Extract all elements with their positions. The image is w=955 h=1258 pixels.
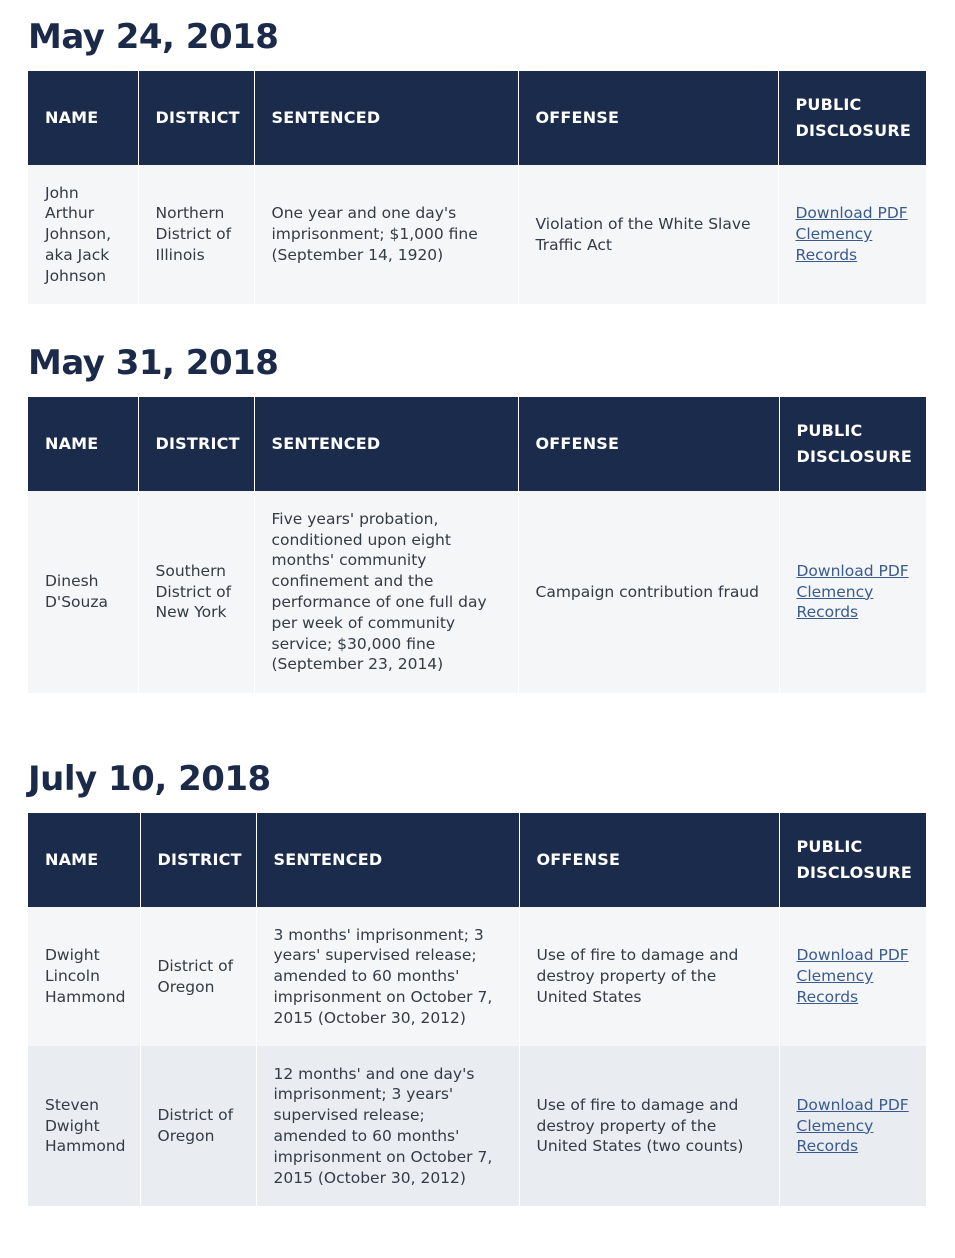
- column-header-public-disclosure: PUBLIC DISCLOSURE: [779, 813, 926, 907]
- cell-public-disclosure: [779, 907, 926, 1046]
- table-header-row: [28, 71, 926, 165]
- cell-name: John Arthur Johnson, aka Jack Johnson: [28, 165, 138, 304]
- column-header-sentenced: SENTENCED: [254, 397, 518, 491]
- cell-sentenced: 3 months' imprisonment; 3 years' supervised release; amended to 60 months' imprisonment on October 7, 2015 (October 30, 2012): [256, 907, 519, 1046]
- cell-name: Steven Dwight Hammond: [28, 1046, 140, 1206]
- clemency-link[interactable]: Clemency: [795, 225, 873, 244]
- column-header-public-disclosure: PUBLIC DISCLOSURE: [779, 397, 926, 491]
- clemency-table: [28, 813, 926, 1206]
- cell-district: Southern District of New York: [138, 491, 254, 693]
- column-header-sentenced: SENTENCED: [254, 71, 518, 165]
- column-header-name: NAME: [28, 813, 140, 907]
- section-date-heading: May 31, 2018: [28, 343, 279, 383]
- column-header-sentenced: SENTENCED: [256, 813, 519, 907]
- cell-offense: Violation of the White Slave Traffic Act: [518, 165, 778, 304]
- column-header-name: NAME: [28, 71, 138, 165]
- table-row: [28, 1046, 926, 1206]
- table-row: [28, 165, 926, 304]
- column-header-offense: OFFENSE: [518, 397, 779, 491]
- records-link[interactable]: Records: [795, 245, 858, 264]
- records-link[interactable]: Records: [796, 987, 859, 1006]
- cell-sentenced: Five years' probation, conditioned upon eight months' community confinement and the performance of one full day per week of community service; $30,000 fine (September 23, 2014): [254, 491, 518, 693]
- table-header-row: [28, 397, 926, 491]
- table-row: [28, 491, 926, 693]
- download-pdf-link[interactable]: Download PDF: [796, 561, 909, 580]
- clemency-table: [28, 397, 926, 693]
- cell-public-disclosure: [779, 491, 926, 693]
- download-pdf-link[interactable]: Download PDF: [795, 204, 908, 223]
- cell-district: District of Oregon: [140, 907, 256, 1046]
- cell-offense: Campaign contribution fraud: [518, 491, 779, 693]
- cell-public-disclosure: [779, 1046, 926, 1206]
- column-header-offense: OFFENSE: [519, 813, 779, 907]
- records-link[interactable]: Records: [796, 603, 859, 622]
- clemency-table: [28, 71, 926, 304]
- column-header-district: DISTRICT: [138, 397, 254, 491]
- cell-offense: Use of fire to damage and destroy property of the United States (two counts): [519, 1046, 779, 1206]
- section-date-heading: May 24, 2018: [28, 17, 279, 57]
- column-header-district: DISTRICT: [140, 813, 256, 907]
- table-header-row: [28, 813, 926, 907]
- cell-name: Dwight Lincoln Hammond: [28, 907, 140, 1046]
- clemency-link[interactable]: Clemency: [796, 967, 874, 986]
- records-link[interactable]: Records: [796, 1137, 859, 1156]
- clemency-link[interactable]: Clemency: [796, 582, 874, 601]
- cell-sentenced: 12 months' and one day's imprisonment; 3 years' supervised release; amended to 60 months' imprisonment on October 7, 2015 (October 30, 2012): [256, 1046, 519, 1206]
- column-header-district: DISTRICT: [138, 71, 254, 165]
- table-row: [28, 907, 926, 1046]
- column-header-offense: OFFENSE: [518, 71, 778, 165]
- cell-sentenced: One year and one day's imprisonment; $1,000 fine (September 14, 1920): [254, 165, 518, 304]
- cell-district: District of Oregon: [140, 1046, 256, 1206]
- section-date-heading: July 10, 2018: [28, 759, 271, 799]
- download-pdf-link[interactable]: Download PDF: [796, 1095, 909, 1114]
- cell-offense: Use of fire to damage and destroy property of the United States: [519, 907, 779, 1046]
- clemency-link[interactable]: Clemency: [796, 1116, 874, 1135]
- cell-public-disclosure: [778, 165, 926, 304]
- cell-district: Northern District of Illinois: [138, 165, 254, 304]
- cell-name: Dinesh D'Souza: [28, 491, 138, 693]
- column-header-name: NAME: [28, 397, 138, 491]
- column-header-public-disclosure: PUBLIC DISCLOSURE: [778, 71, 926, 165]
- download-pdf-link[interactable]: Download PDF: [796, 946, 909, 965]
